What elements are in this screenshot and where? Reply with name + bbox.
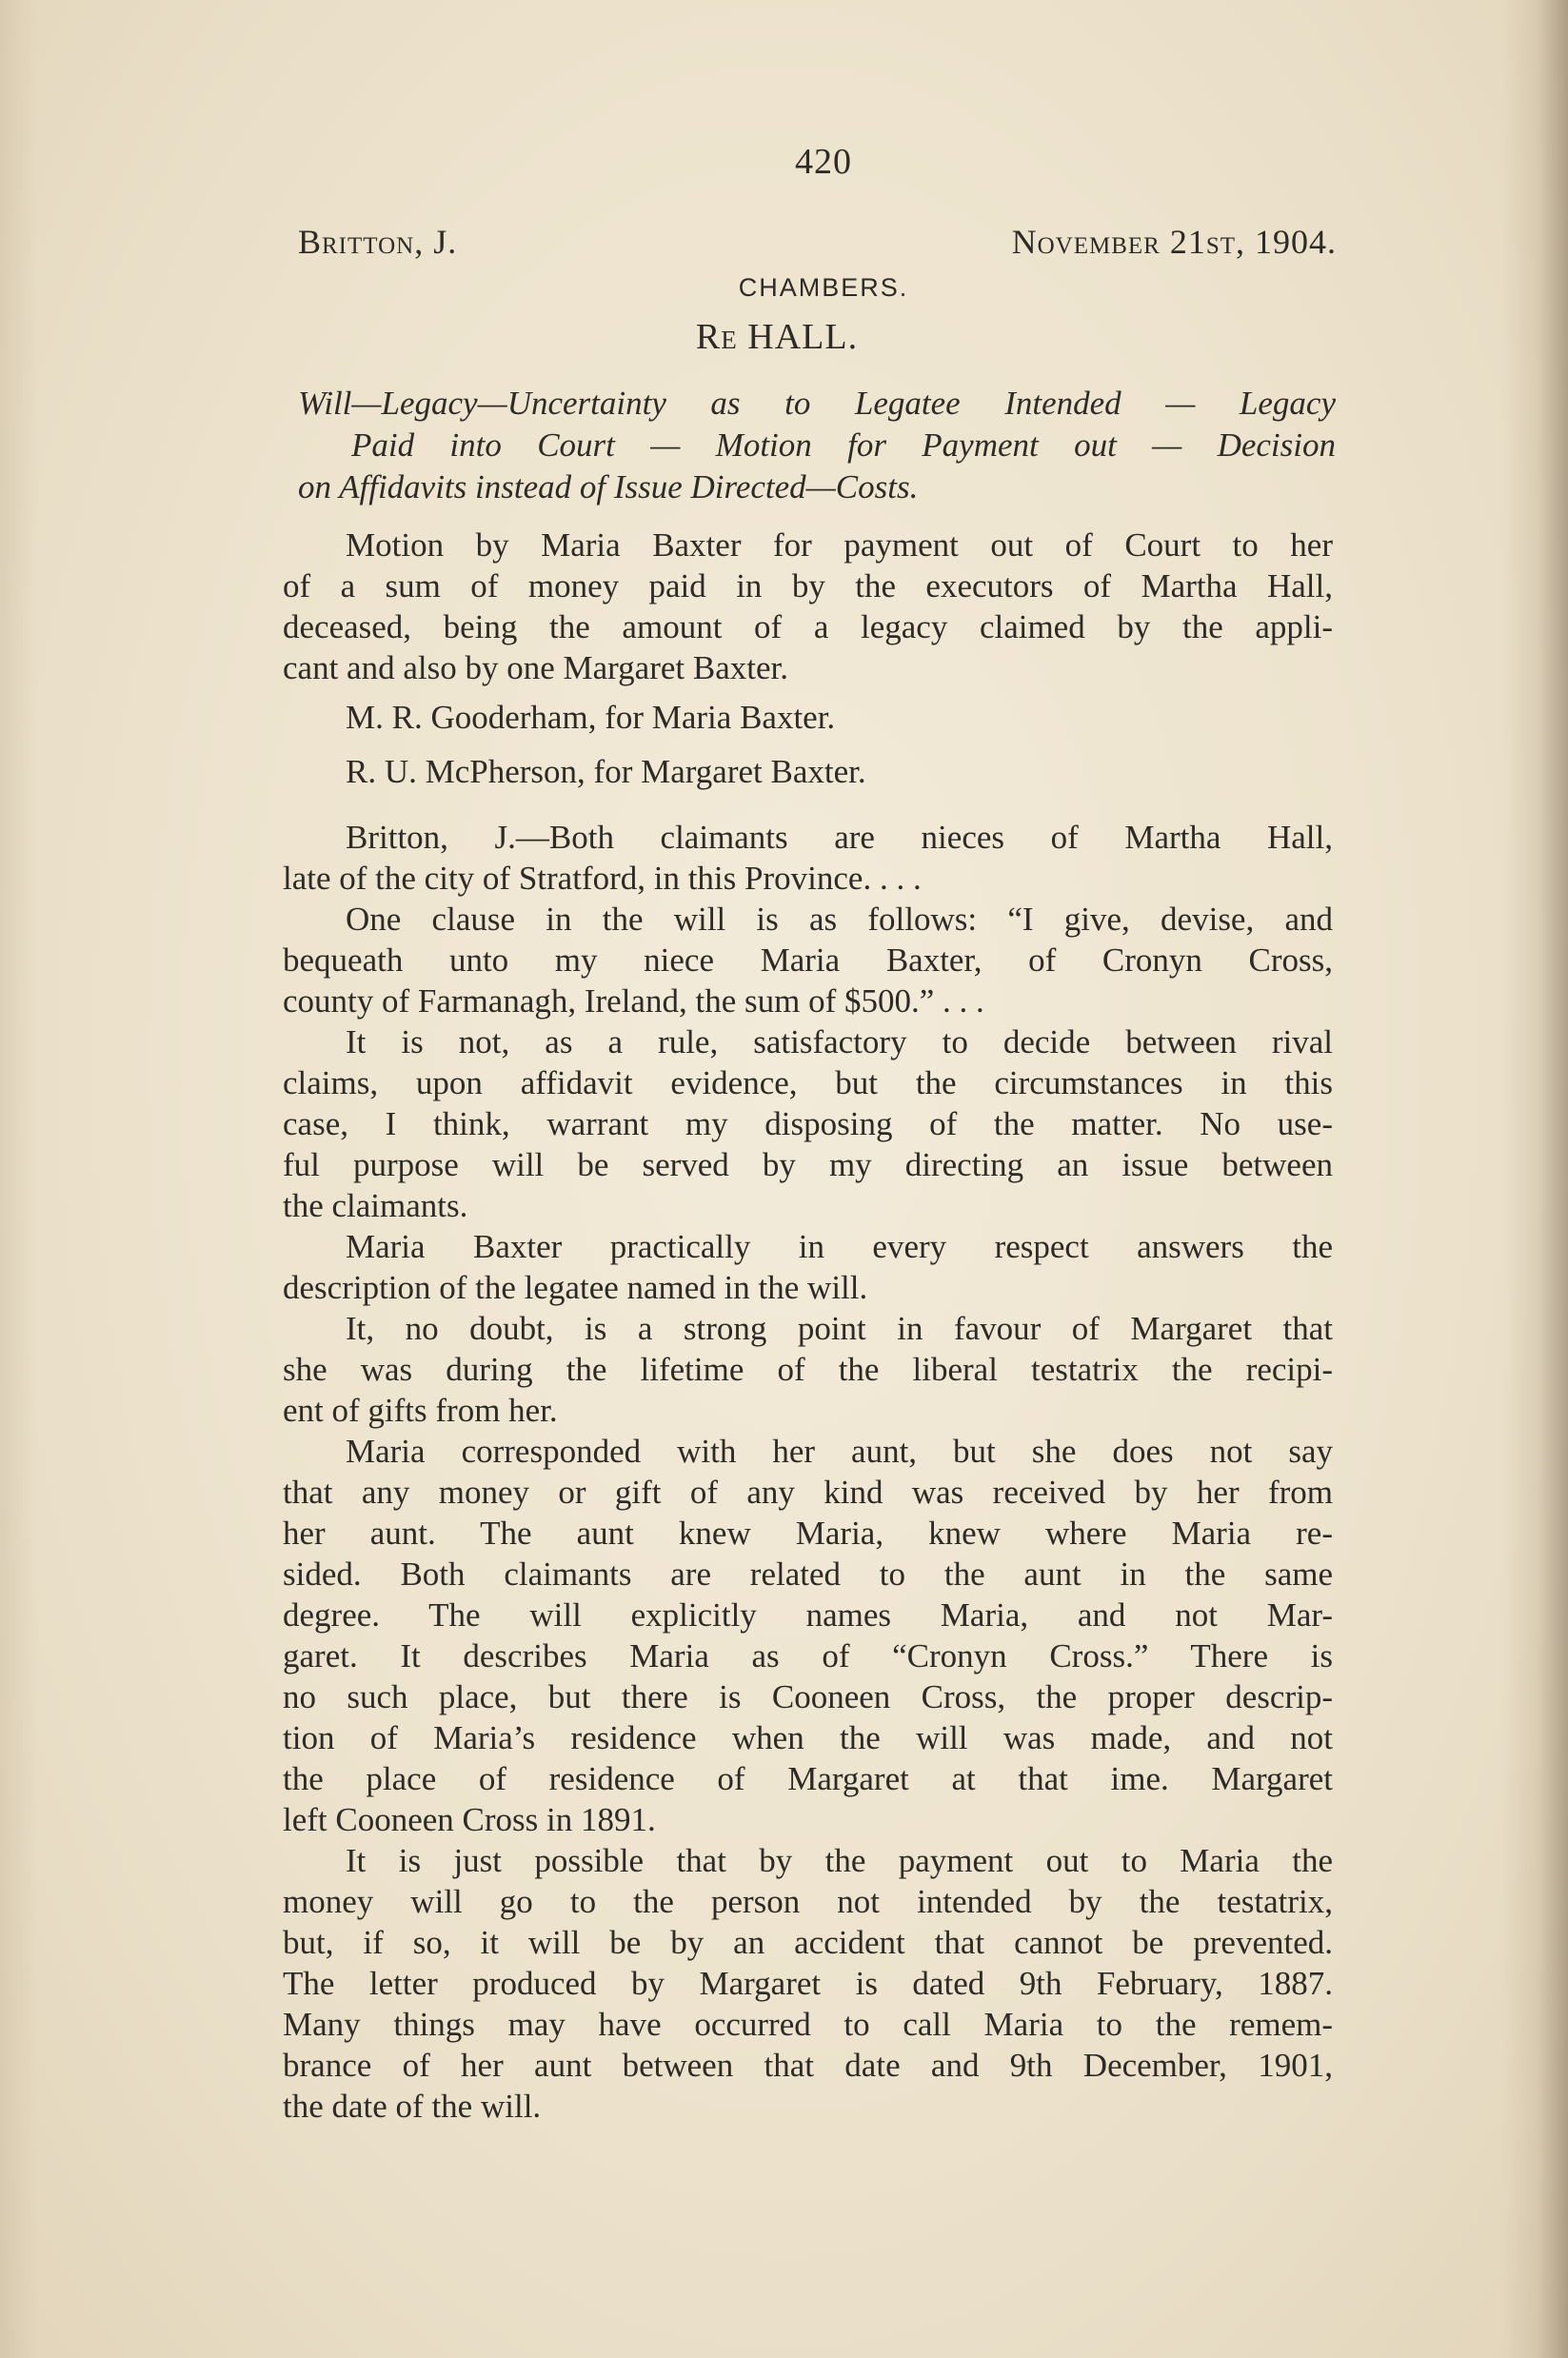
text-line: but, if so, it will be by an accident that cannot be prevented. [283, 1924, 1333, 1961]
text-line: the claimants. [283, 1187, 468, 1224]
text-line: county of Farmanagh, Ireland, the sum of $500.” . . . [283, 982, 984, 1020]
page-number: 420 [795, 142, 852, 182]
court-label: CHAMBERS. [738, 273, 909, 302]
text-line: claims, upon affidavit evidence, but the circumstances in this [283, 1064, 1333, 1101]
text-line: Maria corresponded with her aunt, but she does not say [346, 1433, 1333, 1470]
text-line: her aunt. The aunt knew Maria, knew where Maria re- [283, 1515, 1333, 1552]
text-line: the place of residence of Margaret at that ime. Margaret [283, 1760, 1333, 1797]
text-line: brance of her aunt between that date and 9th December, 1901, [283, 2047, 1333, 2084]
text-line: cant and also by one Margaret Baxter. [283, 649, 788, 686]
text-line: Motion by Maria Baxter for payment out of Court to her [346, 526, 1333, 564]
text-line: case, I think, warrant my disposing of the matter. No use- [283, 1105, 1333, 1142]
text-line: The letter produced by Margaret is dated 9th February, 1887. [283, 1965, 1333, 2002]
judgment-paragraph-5 [283, 1308, 1333, 1431]
counsel-respondent: R. U. McPherson, for Margaret Baxter. [346, 753, 866, 790]
text-line: left Cooneen Cross in 1891. [283, 1801, 656, 1838]
text-line: ful purpose will be served by my directing an issue between [283, 1146, 1333, 1183]
motion-paragraph [283, 525, 1333, 688]
counsel-applicant: M. R. Gooderham, for Maria Baxter. [346, 699, 836, 736]
headnote [298, 383, 1336, 508]
text-line: One clause in the will is as follows: “I give, devise, and [346, 901, 1333, 938]
text-line: of a sum of money paid in by the executors of Martha Hall, [283, 567, 1333, 604]
text-line: deceased, being the amount of a legacy claimed by the appli- [283, 608, 1333, 645]
text-line: she was during the lifetime of the liberal testatrix the recipi- [283, 1351, 1333, 1388]
text-line: money will go to the person not intended by the testatrix, [283, 1883, 1333, 1920]
judge-name: Britton, J. [298, 223, 458, 261]
text-line: sided. Both claimants are related to the aunt in the same [283, 1555, 1333, 1593]
decision-date: November 21st, 1904. [1011, 223, 1337, 261]
text-line: tion of Maria’s residence when the will was made, and not [283, 1719, 1333, 1756]
text-line: It is not, as a rule, satisfactory to decide between rival [346, 1023, 1333, 1060]
text-line: late of the city of Stratford, in this Province. . . . [283, 860, 922, 897]
judgment-paragraph-3 [283, 1021, 1333, 1226]
text-line: ent of gifts from her. [283, 1392, 558, 1429]
text-line: It, no doubt, is a strong point in favour of Margaret that [346, 1310, 1333, 1347]
judgment-paragraph-4 [283, 1226, 1333, 1308]
text-line: Many things may have occurred to call Maria to the remem- [283, 2006, 1333, 2043]
headnote-line: Paid into Court — Motion for Payment out — Decision [351, 426, 1336, 464]
text-line: Britton, J.—Both claimants are nieces of Martha Hall, [346, 819, 1333, 856]
judgment-paragraph-7 [283, 1840, 1333, 2127]
headnote-line: on Affidavits instead of Issue Directed—Costs. [298, 468, 919, 505]
text-line: Maria Baxter practically in every respect answers the [346, 1228, 1333, 1265]
headnote-line: Will—Legacy—Uncertainty as to Legatee Intended — Legacy [298, 385, 1336, 422]
judgment-paragraph-2 [283, 899, 1333, 1021]
text-line: It is just possible that by the payment out to Maria the [346, 1842, 1333, 1879]
text-line: bequeath unto my niece Maria Baxter, of Cronyn Cross, [283, 941, 1333, 979]
text-line: that any money or gift of any kind was received by her from [283, 1474, 1333, 1511]
text-line: description of the legatee named in the will. [283, 1269, 868, 1306]
text-line: no such place, but there is Cooneen Cross, the proper descrip- [283, 1678, 1333, 1715]
text-line: the date of the will. [283, 2088, 542, 2125]
judgment-paragraph-1 [283, 817, 1333, 899]
case-title: Re HALL. [695, 317, 859, 357]
text-line: garet. It describes Maria as of “Cronyn Cross.” There is [283, 1637, 1333, 1674]
judgment-paragraph-6 [283, 1431, 1333, 1840]
text-line: degree. The will explicitly names Maria, and not Mar- [283, 1596, 1333, 1634]
